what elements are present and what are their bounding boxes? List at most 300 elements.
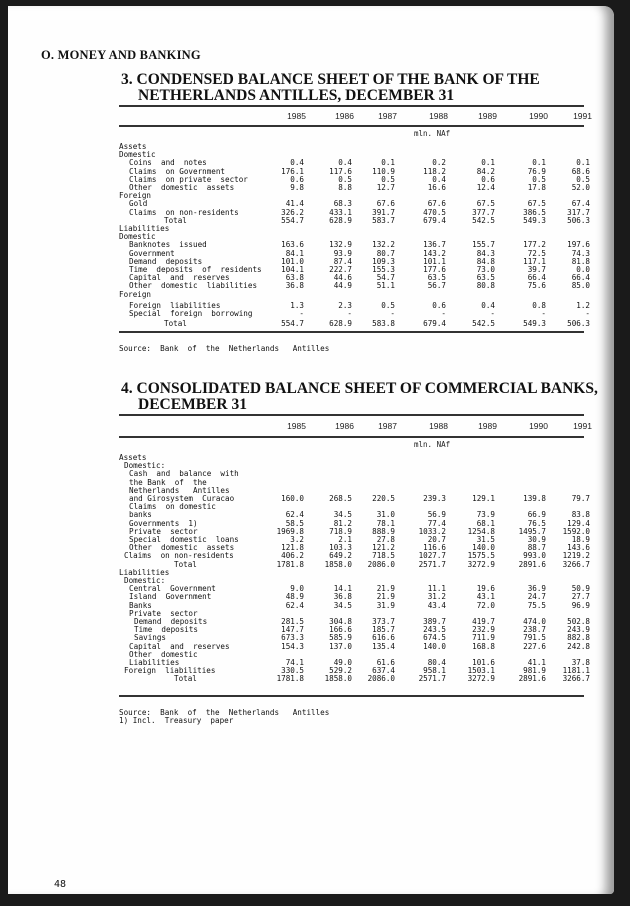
- cell-value: 84.2: [476, 166, 495, 176]
- cell-value: 185.7: [372, 625, 395, 635]
- cell-value: 554.7: [281, 319, 304, 329]
- cell-value: 373.7: [372, 617, 395, 626]
- row-label: Claims on Government: [129, 166, 226, 176]
- cell-value: 0.5: [576, 174, 590, 184]
- cell-value: 1.3: [290, 300, 304, 310]
- cell-value: 117.1: [523, 256, 546, 266]
- cell-value: 68.3: [333, 199, 352, 209]
- cell-value: 66.4: [527, 273, 546, 283]
- cell-value: 84.1: [285, 248, 304, 258]
- cell-value: 673.3: [281, 633, 304, 643]
- year-header-1990: 1990: [529, 111, 548, 121]
- table-row: [119, 225, 584, 233]
- year-header-1985: 1985: [287, 421, 306, 431]
- cell-value: 31.2: [427, 592, 446, 602]
- cell-value: 44.9: [333, 281, 352, 291]
- cell-value: 67.4: [571, 199, 590, 209]
- cell-value: 2086.0: [367, 559, 395, 569]
- cell-value: 0.5: [381, 174, 395, 184]
- cell-value: 80.4: [427, 658, 446, 667]
- table-row: [119, 215, 590, 225]
- cell-value: 958.1: [423, 666, 446, 676]
- document-page: [8, 6, 614, 894]
- cell-value: 0.6: [481, 174, 495, 184]
- cell-value: 1254.8: [467, 526, 495, 536]
- row-label: Total: [174, 559, 197, 569]
- cell-value: 132.2: [372, 240, 395, 250]
- row-label: Coins and notes: [129, 158, 207, 168]
- cell-value: 674.5: [423, 633, 446, 643]
- table3-title: [121, 72, 540, 104]
- section-heading: O. MONEY AND BANKING: [41, 48, 201, 62]
- cell-value: 3272.9: [467, 559, 495, 569]
- cell-value: 68.6: [571, 166, 590, 176]
- cell-value: 1781.8: [276, 674, 304, 684]
- cell-value: 0.0: [576, 265, 590, 274]
- cell-value: 39.7: [527, 265, 546, 274]
- cell-value: 87.4: [333, 256, 352, 266]
- cell-value: 637.4: [372, 666, 395, 676]
- cell-value: 147.7: [281, 625, 304, 635]
- cell-value: 239.3: [423, 494, 446, 503]
- row-label: Government: [129, 248, 175, 258]
- table3-source: Source: Bank of the Netherlands Antilles: [119, 344, 330, 353]
- row-label: and Girosystem Curacao: [129, 494, 235, 503]
- cell-value: 20.7: [427, 535, 446, 544]
- table3-year-header: [119, 111, 592, 125]
- cell-value: 80.7: [376, 248, 395, 258]
- row-label: Banks: [129, 600, 152, 610]
- cell-value: 2571.7: [418, 674, 446, 684]
- cell-value: 14.1: [333, 584, 352, 594]
- cell-value: 168.8: [472, 641, 495, 651]
- cell-value: 304.8: [329, 617, 352, 626]
- table-row: [119, 143, 584, 151]
- table-row: [119, 559, 590, 569]
- table-row: [119, 569, 584, 577]
- cell-value: 2891.6: [518, 559, 546, 569]
- cell-value: 222.7: [329, 265, 352, 274]
- cell-value: 160.0: [281, 494, 304, 503]
- cell-value: 11.1: [427, 584, 446, 594]
- cell-value: 888.9: [372, 526, 395, 536]
- cell-value: 21.9: [376, 584, 395, 594]
- cell-value: 0.1: [381, 158, 395, 168]
- cell-value: 1503.1: [467, 666, 495, 676]
- cell-value: 391.7: [372, 207, 395, 217]
- row-label: Assets: [119, 142, 147, 151]
- year-header-1988: 1988: [429, 421, 448, 431]
- table4-unit: mln. NAf: [414, 440, 451, 449]
- cell-value: 12.7: [376, 183, 395, 192]
- cell-value: 155.3: [372, 265, 395, 274]
- cell-value: 9.8: [290, 183, 304, 192]
- row-label: Domestic:: [124, 461, 166, 471]
- cell-value: 0.5: [381, 300, 395, 310]
- cell-value: 993.0: [523, 551, 546, 561]
- cell-value: 470.5: [423, 207, 446, 217]
- cell-value: 121.8: [281, 543, 304, 553]
- cell-value: 37.8: [571, 658, 590, 667]
- year-header-1986: 1986: [335, 111, 354, 121]
- table3-top-rule: [119, 105, 584, 107]
- year-header-1989: 1989: [478, 111, 497, 121]
- cell-value: 679.4: [423, 319, 446, 329]
- cell-value: 176.1: [281, 166, 304, 176]
- cell-value: 101.1: [423, 256, 446, 266]
- row-label: Foreign: [119, 289, 152, 299]
- cell-value: 24.7: [527, 592, 546, 602]
- cell-value: -: [585, 309, 590, 318]
- row-label: Other domestic assets: [129, 543, 235, 553]
- cell-value: 3266.7: [562, 559, 590, 569]
- cell-value: 117.6: [329, 166, 352, 176]
- row-label: Demand deposits: [134, 617, 208, 626]
- cell-value: 0.6: [290, 174, 304, 184]
- row-label: the Bank of the: [129, 477, 207, 487]
- cell-value: 137.0: [329, 641, 352, 651]
- cell-value: 3.2: [290, 535, 304, 544]
- cell-value: 2086.0: [367, 674, 395, 684]
- cell-value: 140.0: [423, 641, 446, 651]
- cell-value: 1969.8: [276, 526, 304, 536]
- cell-value: 1575.5: [467, 551, 495, 561]
- cell-value: 103.3: [329, 543, 352, 553]
- row-label: Capital and reserves: [129, 641, 230, 651]
- year-header-1985: 1985: [287, 111, 306, 121]
- cell-value: 3266.7: [562, 674, 590, 684]
- cell-value: 62.4: [285, 510, 304, 520]
- year-header-1988: 1988: [429, 111, 448, 121]
- cell-value: 63.5: [476, 273, 495, 283]
- cell-value: 232.9: [472, 625, 495, 635]
- row-label: Foreign liabilities: [124, 666, 216, 676]
- row-label: Total: [164, 319, 187, 329]
- cell-value: 542.5: [472, 215, 495, 225]
- cell-value: 43.1: [476, 592, 495, 602]
- cell-value: 0.4: [338, 158, 352, 168]
- cell-value: 549.3: [523, 319, 546, 329]
- table4-source: Source: Bank of the Netherlands Antilles: [119, 708, 330, 717]
- table-row: [119, 319, 590, 329]
- cell-value: 73.0: [476, 265, 495, 274]
- cell-value: 116.6: [423, 543, 446, 553]
- cell-value: 31.5: [476, 535, 495, 544]
- cell-value: 67.5: [527, 199, 546, 209]
- cell-value: 549.3: [523, 215, 546, 225]
- cell-value: 791.5: [523, 633, 546, 643]
- cell-value: 73.9: [476, 510, 495, 520]
- cell-value: 243.5: [423, 625, 446, 635]
- cell-value: 62.4: [285, 600, 304, 610]
- cell-value: 718.9: [329, 526, 352, 536]
- row-label: Claims on private sector: [129, 174, 248, 184]
- row-label: Time deposits of residents: [129, 265, 262, 274]
- table4-title-line1: 4. CONSOLIDATED BALANCE SHEET OF COMMERCIAL BANKS,: [121, 380, 598, 397]
- cell-value: 583.8: [372, 319, 395, 329]
- row-label: Cash and balance with: [129, 469, 239, 479]
- cell-value: 48.9: [285, 592, 304, 602]
- cell-value: 197.6: [567, 240, 590, 250]
- cell-value: 502.8: [567, 617, 590, 626]
- cell-value: 68.1: [476, 518, 495, 528]
- table-row: [119, 454, 584, 462]
- year-header-1987: 1987: [378, 111, 397, 121]
- row-label: Assets: [119, 453, 147, 462]
- cell-value: 9.0: [290, 584, 304, 594]
- cell-value: 31.0: [376, 510, 395, 520]
- cell-value: 1592.0: [562, 526, 590, 536]
- cell-value: 51.1: [376, 281, 395, 291]
- cell-value: 63.5: [427, 273, 446, 283]
- row-label: banks: [129, 510, 152, 520]
- cell-value: 981.9: [523, 666, 546, 676]
- cell-value: 243.9: [567, 625, 590, 635]
- cell-value: 143.2: [423, 248, 446, 258]
- row-label: Claims on domestic: [129, 502, 216, 512]
- cell-value: 19.6: [476, 584, 495, 594]
- row-label: Claims on non-residents: [129, 207, 239, 217]
- cell-value: 474.0: [523, 617, 546, 626]
- cell-value: -: [347, 309, 352, 318]
- cell-value: 616.6: [372, 633, 395, 643]
- cell-value: 268.5: [329, 494, 352, 503]
- cell-value: -: [541, 309, 546, 318]
- table3-header-rule: [119, 125, 584, 127]
- row-label: Other domestic liabilities: [129, 281, 258, 291]
- cell-value: 227.6: [523, 641, 546, 651]
- cell-value: 163.6: [281, 240, 304, 250]
- cell-value: 109.3: [372, 256, 395, 266]
- row-label: Savings: [134, 633, 167, 643]
- cell-value: 66.4: [571, 273, 590, 283]
- cell-value: 72.5: [527, 248, 546, 258]
- cell-value: 177.2: [523, 240, 546, 250]
- table4-top-rule: [119, 414, 584, 416]
- cell-value: 121.2: [372, 543, 395, 553]
- cell-value: 317.7: [567, 207, 590, 217]
- cell-value: 96.9: [571, 600, 590, 610]
- cell-value: 1495.7: [518, 526, 546, 536]
- year-header-1986: 1986: [335, 421, 354, 431]
- cell-value: 52.0: [571, 183, 590, 192]
- cell-value: 110.9: [372, 166, 395, 176]
- row-label: Other domestic: [129, 649, 198, 659]
- cell-value: 34.5: [333, 510, 352, 520]
- cell-value: 506.3: [567, 319, 590, 329]
- cell-value: 67.6: [376, 199, 395, 209]
- cell-value: 177.6: [423, 265, 446, 274]
- cell-value: 63.8: [285, 273, 304, 283]
- row-label: Claims on non-residents: [124, 551, 234, 561]
- year-header-1991: 1991: [573, 111, 592, 121]
- table-row: [119, 309, 590, 318]
- row-label: Foreign: [119, 191, 152, 201]
- cell-value: 41.1: [527, 658, 546, 667]
- cell-value: 1858.0: [324, 674, 352, 684]
- cell-value: 27.7: [571, 592, 590, 602]
- cell-value: 649.2: [329, 551, 352, 561]
- cell-value: 554.7: [281, 215, 304, 225]
- cell-value: 281.5: [281, 617, 304, 626]
- cell-value: 34.5: [333, 600, 352, 610]
- cell-value: 628.9: [329, 215, 352, 225]
- cell-value: 8.8: [338, 183, 352, 192]
- cell-value: 36.9: [527, 584, 546, 594]
- cell-value: 585.9: [329, 633, 352, 643]
- row-label: Liabilities: [129, 658, 180, 667]
- row-label: Domestic:: [124, 576, 166, 585]
- cell-value: 74.3: [571, 248, 590, 258]
- cell-value: 61.6: [376, 658, 395, 667]
- cell-value: -: [390, 309, 395, 318]
- cell-value: 66.9: [527, 510, 546, 520]
- cell-value: 17.8: [527, 183, 546, 192]
- row-label: Private sector: [129, 608, 198, 618]
- cell-value: 101.6: [472, 658, 495, 667]
- year-header-1989: 1989: [478, 421, 497, 431]
- cell-value: 80.8: [476, 281, 495, 291]
- cell-value: 143.6: [567, 543, 590, 553]
- cell-value: 0.1: [481, 158, 495, 168]
- cell-value: 0.4: [290, 158, 304, 168]
- table4-title: [121, 381, 598, 413]
- cell-value: 76.9: [527, 166, 546, 176]
- cell-value: 18.9: [571, 535, 590, 544]
- cell-value: 242.8: [567, 641, 590, 651]
- row-label: Governments 1): [129, 518, 198, 528]
- row-label: Foreign liabilities: [129, 300, 221, 310]
- row-label: Central Government: [129, 584, 216, 594]
- cell-value: 1033.2: [418, 526, 446, 536]
- cell-value: 31.9: [376, 600, 395, 610]
- cell-value: 56.7: [427, 281, 446, 291]
- table4-footnote: 1) Incl. Treasury paper: [119, 716, 234, 725]
- cell-value: 129.1: [472, 494, 495, 503]
- cell-value: 81.2: [333, 518, 352, 528]
- cell-value: 75.5: [527, 600, 546, 610]
- cell-value: 84.8: [476, 256, 495, 266]
- year-header-1990: 1990: [529, 421, 548, 431]
- row-label: Gold: [129, 199, 148, 209]
- cell-value: 506.3: [567, 215, 590, 225]
- cell-value: 0.1: [532, 158, 546, 168]
- cell-value: 1027.7: [418, 551, 446, 561]
- cell-value: 326.2: [281, 207, 304, 217]
- cell-value: 83.8: [571, 510, 590, 520]
- cell-value: 0.1: [576, 158, 590, 168]
- cell-value: 0.5: [532, 174, 546, 184]
- cell-value: 36.8: [285, 281, 304, 291]
- table-row: [119, 291, 584, 299]
- table-row: [119, 183, 590, 192]
- cell-value: 154.3: [281, 641, 304, 651]
- cell-value: 75.6: [527, 281, 546, 291]
- row-label: Special domestic loans: [129, 535, 239, 544]
- cell-value: 1.2: [576, 300, 590, 310]
- row-label: Other domestic assets: [129, 183, 235, 192]
- table4-title-line2: DECEMBER 31: [138, 396, 247, 413]
- cell-value: 36.8: [333, 592, 352, 602]
- year-header-1991: 1991: [573, 421, 592, 431]
- cell-value: 67.6: [427, 199, 446, 209]
- cell-value: 0.4: [481, 300, 495, 310]
- cell-value: -: [299, 309, 304, 318]
- row-label: Total: [174, 674, 197, 684]
- cell-value: 406.2: [281, 551, 304, 561]
- cell-value: 1181.1: [562, 666, 590, 676]
- table4-bottom-rule: [119, 695, 584, 697]
- cell-value: 583.7: [372, 215, 395, 225]
- table4-year-header: [119, 421, 592, 435]
- row-label: Total: [164, 215, 187, 225]
- cell-value: 118.2: [423, 166, 446, 176]
- cell-value: 88.7: [527, 543, 546, 553]
- row-label: Netherlands Antilles: [129, 485, 230, 495]
- row-label: Banknotes issued: [129, 240, 207, 250]
- cell-value: 0.8: [532, 300, 546, 310]
- cell-value: 419.7: [472, 617, 495, 626]
- cell-value: 718.5: [372, 551, 395, 561]
- table3-title-line1: 3. CONDENSED BALANCE SHEET OF THE BANK OF THE: [121, 71, 540, 88]
- row-label: Liabilities: [119, 224, 170, 233]
- cell-value: 628.9: [329, 319, 352, 329]
- cell-value: 67.5: [476, 199, 495, 209]
- cell-value: 2891.6: [518, 674, 546, 684]
- cell-value: -: [490, 309, 495, 318]
- row-label: Island Government: [129, 592, 212, 602]
- cell-value: 1858.0: [324, 559, 352, 569]
- cell-value: 30.9: [527, 535, 546, 544]
- row-label: Time deposits: [134, 625, 199, 635]
- row-label: Special foreign borrowing: [129, 309, 253, 318]
- page-number: 48: [54, 879, 67, 890]
- table3-bottom-rule: [119, 331, 584, 333]
- cell-value: 132.9: [329, 240, 352, 250]
- cell-value: 679.4: [423, 215, 446, 225]
- cell-value: 389.7: [423, 617, 446, 626]
- row-label: Capital and reserves: [129, 273, 230, 283]
- cell-value: 58.5: [285, 518, 304, 528]
- cell-value: 16.6: [427, 183, 446, 192]
- cell-value: 85.0: [571, 281, 590, 291]
- cell-value: 386.5: [523, 207, 546, 217]
- cell-value: 330.5: [281, 666, 304, 676]
- cell-value: 27.8: [376, 535, 395, 544]
- cell-value: 93.9: [333, 248, 352, 258]
- cell-value: 542.5: [472, 319, 495, 329]
- cell-value: 1219.2: [562, 551, 590, 561]
- cell-value: 166.6: [329, 625, 352, 635]
- cell-value: 0.4: [432, 174, 446, 184]
- cell-value: 44.6: [333, 273, 352, 283]
- cell-value: 882.8: [567, 633, 590, 643]
- table4-header-rule: [119, 436, 584, 438]
- cell-value: 72.0: [476, 600, 495, 610]
- table3-title-line2: NETHERLANDS ANTILLES, DECEMBER 31: [138, 87, 455, 104]
- cell-value: -: [441, 309, 446, 318]
- cell-value: 54.7: [376, 273, 395, 283]
- cell-value: 84.3: [476, 248, 495, 258]
- cell-value: 377.7: [472, 207, 495, 217]
- cell-value: 711.9: [472, 633, 495, 643]
- cell-value: 81.8: [571, 256, 590, 266]
- cell-value: 129.4: [567, 518, 590, 528]
- cell-value: 77.4: [427, 518, 446, 528]
- cell-value: 155.7: [472, 240, 495, 250]
- row-label: Domestic: [119, 232, 156, 242]
- cell-value: 2.3: [338, 300, 352, 310]
